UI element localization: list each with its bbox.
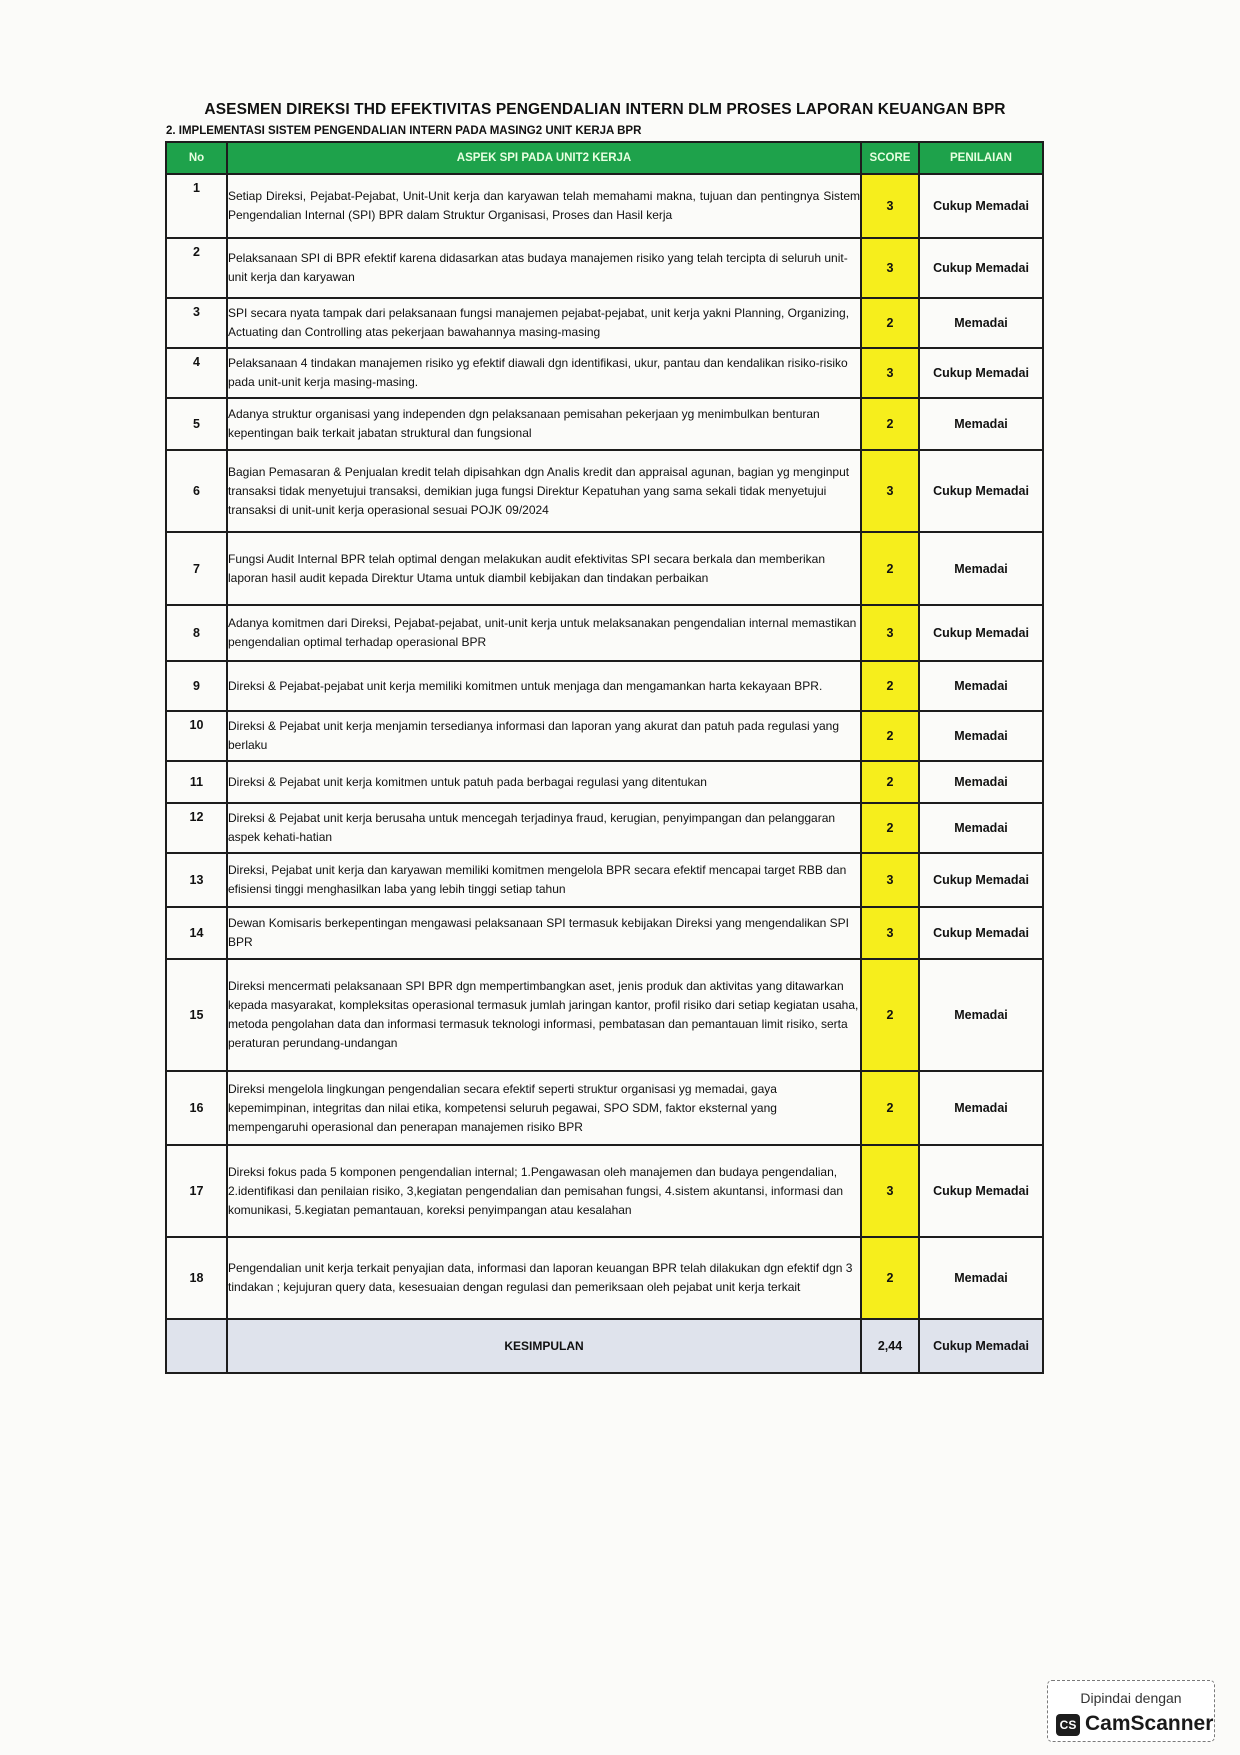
watermark-brand: CamScanner (1085, 1712, 1214, 1735)
row-no: 14 (166, 907, 227, 959)
table-row (166, 450, 1043, 532)
table-row (166, 711, 1043, 761)
row-no: 8 (166, 605, 227, 661)
row-score: 3 (861, 907, 919, 959)
row-aspek: Pelaksanaan 4 tindakan manajemen risiko yg efektif diawali dgn identifikasi, ukur, pantau dan kendalikan risiko-risiko pada unit-unit kerja masing-masing. (227, 348, 861, 398)
row-score: 2 (861, 711, 919, 761)
row-penilaian: Cukup Memadai (919, 853, 1043, 907)
row-score: 2 (861, 532, 919, 605)
row-aspek: Setiap Direksi, Pejabat-Pejabat, Unit-Unit kerja dan karyawan telah memahami makna, tujuan dan pentingnya Sistem Pengendalian Internal (SPI) BPR dalam Struktur Organisasi, Proses dan Hasil kerja (227, 174, 861, 238)
row-aspek: Direksi, Pejabat unit kerja dan karyawan memiliki komitmen mengelola BPR secara efektif mencapai target RBB dan efisiensi tinggi menghasilkan laba yang lebih tinggi setiap tahun (227, 853, 861, 907)
header-score: SCORE (861, 142, 919, 174)
row-aspek: Direksi mengelola lingkungan pengendalian secara efektif seperti struktur organisasi yg memadai, gaya kepemimpinan, integritas dan nilai etika, kompetensi seluruh pegawai, SPO SDM, faktor eksternal yang mempengaruhi operasional dan penerapan manajemen risiko BPR (227, 1071, 861, 1145)
summary-no (166, 1319, 227, 1373)
row-no: 17 (166, 1145, 227, 1237)
row-score: 3 (861, 238, 919, 298)
row-no: 15 (166, 959, 227, 1071)
table-row (166, 348, 1043, 398)
table-row (166, 238, 1043, 298)
row-no: 10 (166, 711, 227, 761)
row-score: 3 (861, 1145, 919, 1237)
row-penilaian: Memadai (919, 959, 1043, 1071)
document-title: ASESMEN DIREKSI THD EFEKTIVITAS PENGENDALIAN INTERN DLM PROSES LAPORAN KEUANGAN BPR (204, 101, 1006, 118)
table-row (166, 398, 1043, 450)
row-aspek: Adanya struktur organisasi yang independen dgn pelaksanaan pemisahan pekerjaan yg menimbulkan benturan kepentingan baik terkait jabatan struktural dan fungsional (227, 398, 861, 450)
row-no: 13 (166, 853, 227, 907)
row-score: 2 (861, 1071, 919, 1145)
row-score: 3 (861, 853, 919, 907)
table-row (166, 532, 1043, 605)
row-no: 2 (166, 238, 227, 298)
row-score: 2 (861, 803, 919, 853)
row-aspek: Pelaksanaan SPI di BPR efektif karena didasarkan atas budaya manajemen risiko yang telah tercipta di seluruh unit-unit kerja dan karyawan (227, 238, 861, 298)
header-penilaian: PENILAIAN (919, 142, 1043, 174)
row-aspek: Direksi mencermati pelaksanaan SPI BPR dgn mempertimbangkan aset, jenis produk dan aktivitas yang ditawarkan kepada masyarakat, kompleksitas operasional termasuk jumlah jaringan kantor, profil risiko dari setiap kegiatan usaha, metoda pengolahan data dan informasi termasuk teknologi informasi, pembatasan dan pemantauan limit risiko, serta peraturan perundang-undangan (227, 959, 861, 1071)
row-score: 2 (861, 1237, 919, 1319)
row-penilaian: Memadai (919, 761, 1043, 803)
watermark-caption: Dipindai dengan (1080, 1690, 1182, 1706)
table-row (166, 853, 1043, 907)
row-score: 2 (861, 298, 919, 348)
row-aspek: Direksi & Pejabat unit kerja berusaha untuk mencegah terjadinya fraud, kerugian, penyimpangan dan pelanggaran aspek kehati-hatian (227, 803, 861, 853)
table-row (166, 661, 1043, 711)
spi-assessment-table (165, 141, 1044, 1374)
row-aspek: Fungsi Audit Internal BPR telah optimal dengan melakukan audit efektivitas SPI secara berkala dan memberikan laporan hasil audit kepada Direktur Utama untuk diambil kebijakan dan tindakan perbaikan (227, 532, 861, 605)
table-row (166, 1071, 1043, 1145)
row-aspek: Adanya komitmen dari Direksi, Pejabat-pejabat, unit-unit kerja untuk melaksanakan pengendalian internal memastikan pengendalian optimal terhadap operasional BPR (227, 605, 861, 661)
row-penilaian: Cukup Memadai (919, 238, 1043, 298)
table-row (166, 1237, 1043, 1319)
row-penilaian: Cukup Memadai (919, 1145, 1043, 1237)
row-no: 11 (166, 761, 227, 803)
table-header-row (166, 142, 1043, 174)
row-no: 16 (166, 1071, 227, 1145)
row-score: 3 (861, 605, 919, 661)
row-no: 4 (166, 348, 227, 398)
row-penilaian: Memadai (919, 532, 1043, 605)
table-row (166, 1145, 1043, 1237)
row-penilaian: Memadai (919, 398, 1043, 450)
row-penilaian: Memadai (919, 661, 1043, 711)
table-row (166, 174, 1043, 238)
table-row (166, 907, 1043, 959)
row-score: 3 (861, 174, 919, 238)
row-aspek: Bagian Pemasaran & Penjualan kredit telah dipisahkan dgn Analis kredit dan appraisal agunan, bagian yg menginput transaksi tidak menyetujui transaksi, demikian juga fungsi Direktur Kepatuhan yang sama sekali tidak menyetujui transaksi di unit-unit kerja operasional sesuai POJK 09/2024 (227, 450, 861, 532)
table-row (166, 959, 1043, 1071)
row-aspek: Direksi fokus pada 5 komponen pengendalian internal; 1.Pengawasan oleh manajemen dan budaya pengendalian, 2.identifikasi dan penilaian risiko, 3,kegiatan pengendalian dan pemisahan fungsi, 4.sistem akuntansi, informasi dan komunikasi, 5.kegiatan pemantauan, koreksi penyimpangan atau kesalahan (227, 1145, 861, 1237)
summary-score: 2,44 (861, 1319, 919, 1373)
summary-row (166, 1319, 1043, 1373)
row-no: 18 (166, 1237, 227, 1319)
row-aspek: Dewan Komisaris berkepentingan mengawasi pelaksanaan SPI termasuk kebijakan Direksi yang mengendalikan SPI BPR (227, 907, 861, 959)
row-score: 3 (861, 450, 919, 532)
row-penilaian: Memadai (919, 1071, 1043, 1145)
row-aspek: Direksi & Pejabat-pejabat unit kerja memiliki komitmen untuk menjaga dan mengamankan harta kekayaan BPR. (227, 661, 861, 711)
row-score: 2 (861, 959, 919, 1071)
table-row (166, 803, 1043, 853)
table-row (166, 298, 1043, 348)
row-score: 2 (861, 398, 919, 450)
row-penilaian: Memadai (919, 711, 1043, 761)
row-no: 3 (166, 298, 227, 348)
header-aspek: ASPEK SPI PADA UNIT2 KERJA (227, 142, 861, 174)
row-aspek: Pengendalian unit kerja terkait penyajian data, informasi dan laporan keuangan BPR telah dilakukan dgn efektif dgn 3 tindakan ; kejujuran query data, kesesuaian dengan regulasi dan pemeriksaan oleh pejabat unit kerja terkait (227, 1237, 861, 1319)
row-aspek: SPI secara nyata tampak dari pelaksanaan fungsi manajemen pejabat-pejabat, unit kerja yakni Planning, Organizing, Actuating dan Controlling atas pekerjaan bawahannya masing-masing (227, 298, 861, 348)
row-penilaian: Cukup Memadai (919, 605, 1043, 661)
row-no: 6 (166, 450, 227, 532)
row-aspek: Direksi & Pejabat unit kerja menjamin tersedianya informasi dan laporan yang akurat dan patuh pada regulasi yang berlaku (227, 711, 861, 761)
row-no: 5 (166, 398, 227, 450)
summary-penilaian: Cukup Memadai (919, 1319, 1043, 1373)
summary-label: KESIMPULAN (227, 1319, 861, 1373)
row-penilaian: Memadai (919, 803, 1043, 853)
camscanner-watermark (1047, 1680, 1215, 1742)
row-penilaian: Memadai (919, 1237, 1043, 1319)
row-score: 2 (861, 661, 919, 711)
row-penilaian: Cukup Memadai (919, 174, 1043, 238)
row-no: 12 (166, 803, 227, 853)
table-row (166, 761, 1043, 803)
row-aspek: Direksi & Pejabat unit kerja komitmen untuk patuh pada berbagai regulasi yang ditentukan (227, 761, 861, 803)
row-penilaian: Cukup Memadai (919, 907, 1043, 959)
table-row (166, 605, 1043, 661)
row-no: 7 (166, 532, 227, 605)
header-no: No (166, 142, 227, 174)
row-penilaian: Cukup Memadai (919, 450, 1043, 532)
camscanner-logo-icon: CS (1056, 1714, 1080, 1736)
row-no: 1 (166, 174, 227, 238)
row-score: 3 (861, 348, 919, 398)
row-no: 9 (166, 661, 227, 711)
section-title: 2. IMPLEMENTASI SISTEM PENGENDALIAN INTERN PADA MASING2 UNIT KERJA BPR (166, 125, 642, 137)
row-penilaian: Cukup Memadai (919, 348, 1043, 398)
row-penilaian: Memadai (919, 298, 1043, 348)
row-score: 2 (861, 761, 919, 803)
